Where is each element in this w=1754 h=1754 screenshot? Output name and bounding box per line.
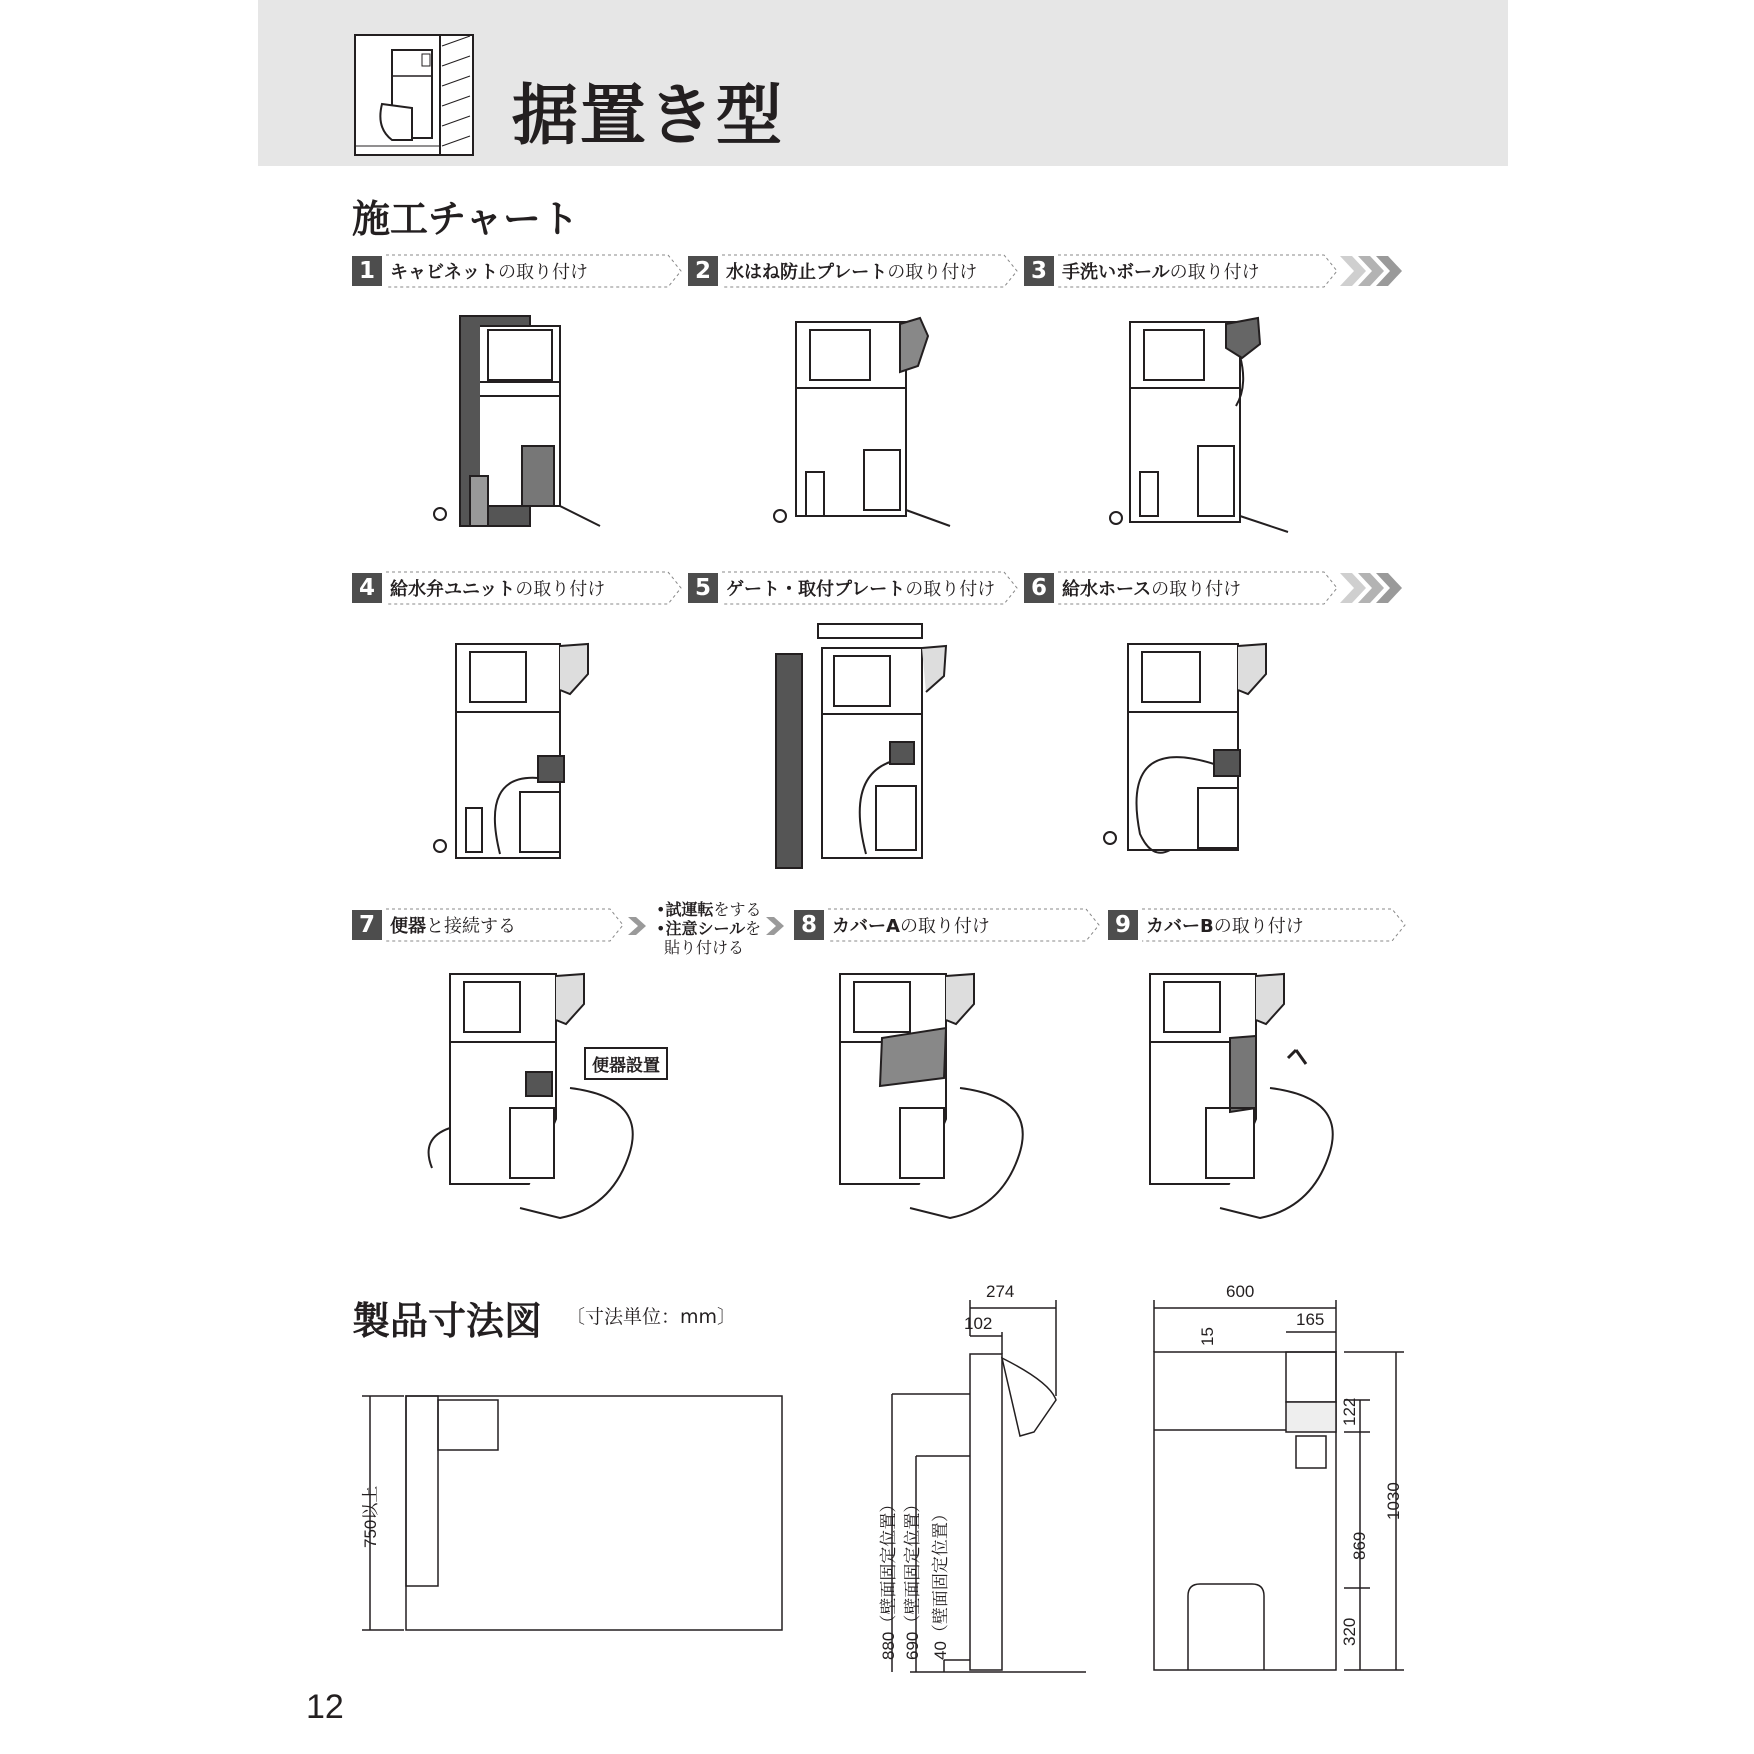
step-suffix: の取り付け <box>1169 262 1260 283</box>
step-title: 給水ホース <box>1062 579 1152 600</box>
dim-depth-total: 274 <box>986 1282 1015 1301</box>
page-title: 据置き型 <box>512 77 784 154</box>
install-type-icon <box>354 34 474 156</box>
step-suffix: の取り付け <box>1213 916 1304 937</box>
step-title: カバーB <box>1146 916 1214 937</box>
step-suffix: の取り付け <box>887 262 978 283</box>
step-2-label <box>688 254 1018 288</box>
dim-fix-690: 690（壁面固定位置） <box>903 1495 922 1660</box>
dim-height-min: 750以上 <box>361 1485 380 1548</box>
step-number: 5 <box>688 573 718 603</box>
step-3-hand-basin-illustration <box>1108 296 1308 546</box>
step-9-cover-b-illustration <box>1110 958 1350 1228</box>
step-9-label <box>1108 908 1406 942</box>
step-title: 手洗いボール <box>1062 262 1170 283</box>
step-number: 4 <box>352 573 382 603</box>
step-6-label <box>1024 571 1338 605</box>
step-1-label <box>352 254 682 288</box>
step-suffix: の取り付け <box>899 916 990 937</box>
step-title: 水はね防止プレート <box>726 262 888 283</box>
step-number: 9 <box>1108 910 1138 940</box>
plan-view-drawing <box>360 1386 800 1636</box>
step-8-cover-a-illustration <box>800 958 1040 1228</box>
step-number: 6 <box>1024 573 1054 603</box>
dim-fix-40: 40（壁面固定位置） <box>931 1505 950 1660</box>
step-3-label <box>1024 254 1338 288</box>
test-run-note: •試運転をする •注意シールを 貼り付ける <box>656 900 762 957</box>
step-number: 8 <box>794 910 824 940</box>
note-attach: 貼り付ける <box>664 938 745 957</box>
step-4-supply-valve-illustration <box>420 624 620 874</box>
step-number: 7 <box>352 910 382 940</box>
construction-chart-title: 施工チャート <box>352 197 579 241</box>
step-1-cabinet-illustration <box>420 296 620 546</box>
dim-fix-880: 880（壁面固定位置） <box>879 1495 898 1660</box>
dim-height-320: 320 <box>1340 1617 1359 1646</box>
step-5-label <box>688 571 1018 605</box>
product-dimensions-title: 製品寸法図 <box>352 1299 543 1343</box>
step-suffix: の取り付け <box>515 579 606 600</box>
step-suffix: と接続する <box>426 916 516 937</box>
dimension-unit-note: 〔寸法単位：mm〕 <box>566 1306 737 1328</box>
step-2-splash-plate-illustration <box>770 296 970 546</box>
note-test-run: 試運転 <box>665 900 714 919</box>
step-title: ゲート・取付プレート <box>726 579 906 600</box>
step-suffix: の取り付け <box>498 262 588 283</box>
note-caution-seal: 注意シール <box>665 919 746 938</box>
dim-height-869: 869 <box>1350 1531 1369 1560</box>
next-row-chevrons-icon <box>1340 571 1406 605</box>
toilet-install-callout: 便器設置 <box>584 1047 668 1080</box>
dim-width-total: 600 <box>1226 1282 1255 1301</box>
step-7-toilet-connect-illustration <box>410 958 650 1228</box>
step-number: 2 <box>688 256 718 286</box>
step-5-gate-plate-illustration <box>766 618 966 878</box>
page-number: 12 <box>306 1688 344 1726</box>
dim-height-1030: 1030 <box>1384 1482 1403 1520</box>
arrow-right-icon <box>626 916 650 936</box>
step-number: 3 <box>1024 256 1054 286</box>
dim-depth-bowl: 102 <box>964 1314 993 1333</box>
step-title: カバーA <box>832 916 900 937</box>
step-6-supply-hose-illustration <box>1100 624 1300 874</box>
note-test-run-suffix: をする <box>713 900 762 919</box>
step-7-label <box>352 908 624 942</box>
step-title: 便器 <box>390 916 426 937</box>
step-4-label <box>352 571 682 605</box>
dim-width-right: 165 <box>1296 1310 1325 1329</box>
note-caution-seal-suffix: を <box>745 919 762 938</box>
arrow-right-icon <box>764 916 788 936</box>
dim-height-122: 122 <box>1340 1397 1359 1426</box>
step-title: キャビネット <box>390 262 498 283</box>
step-suffix: の取り付け <box>905 579 996 600</box>
step-number: 1 <box>352 256 382 286</box>
step-8-label <box>794 908 1100 942</box>
step-suffix: の取り付け <box>1151 579 1242 600</box>
step-title: 給水弁ユニット <box>390 579 516 600</box>
dim-top-15: 15 <box>1198 1327 1217 1346</box>
next-row-chevrons-icon <box>1340 254 1406 288</box>
